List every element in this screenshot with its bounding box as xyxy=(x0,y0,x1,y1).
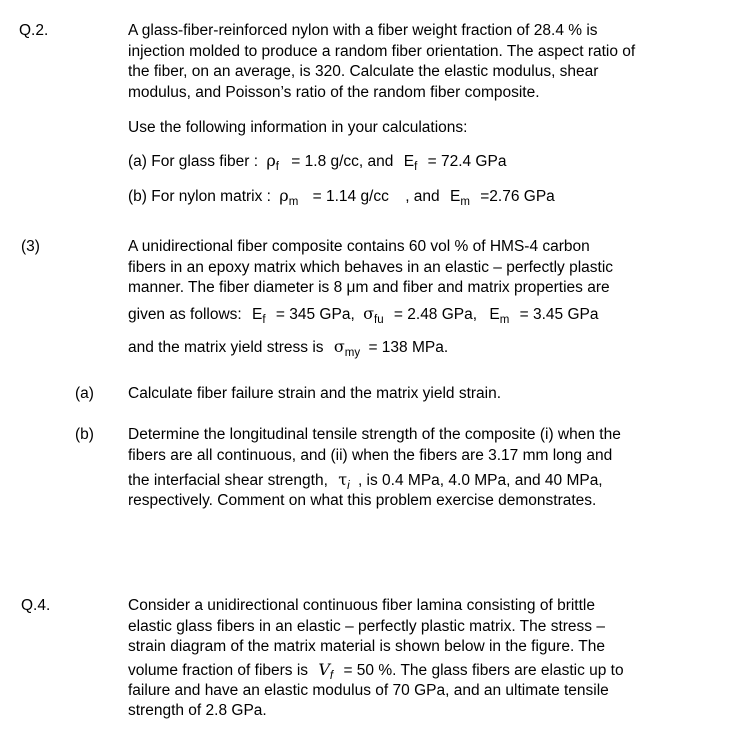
q3-b-line3-post: , is 0.4 MPa, 4.0 MPa, and 40 MPa, xyxy=(357,472,603,489)
q3-props-prefix: given as follows: xyxy=(128,306,242,323)
q3-yield-line xyxy=(128,337,448,358)
E-symbol: E xyxy=(489,306,500,323)
q2-glass-prefix: (a) For glass fiber : xyxy=(128,153,259,170)
E-subscript: f xyxy=(414,161,418,173)
q3-b-line-3 xyxy=(128,470,603,491)
q3-line-2: fibers in an epoxy matrix which behaves in an elastic – perfectly plastic xyxy=(128,258,614,276)
q4-line-2: elastic glass fibers in an elastic – perfectly plastic matrix. The stress – xyxy=(128,617,605,635)
q3-paragraph xyxy=(128,237,728,299)
q3-part-a-text: Calculate fiber failure strain and the matrix yield strain. xyxy=(128,385,502,402)
q2-use-info: Use the following information in your calculations: xyxy=(128,119,468,136)
V-symbol: V xyxy=(318,660,330,679)
q3-line-3: manner. The fiber diameter is 8 μm and fiber and matrix properties are xyxy=(128,279,610,296)
q3-Em-value: = 3.45 GPa xyxy=(519,306,599,323)
q2-nylon-matrix-line xyxy=(128,186,555,207)
q2-line-3: the fiber, on an average, is 320. Calculate the elastic modulus, shear xyxy=(128,63,599,80)
q3-yield-value: = 138 MPa. xyxy=(368,339,449,356)
q2-paragraph xyxy=(128,21,728,103)
q4-line-6: strength of 2.8 GPa. xyxy=(128,702,267,719)
E-subscript: m xyxy=(499,314,510,326)
rho-subscript: f xyxy=(275,161,279,173)
q2-glass-rho-value: = 1.8 g/cc, and xyxy=(291,153,394,170)
q3-part-a-label: (a) xyxy=(75,385,94,402)
q2-line-2: injection molded to produce a random fiber orientation. The aspect ratio of xyxy=(128,42,636,60)
q3-b-line3-pre: the interfacial shear strength, xyxy=(128,472,328,489)
E-symbol: E xyxy=(403,153,415,170)
sigma-subscript: my xyxy=(344,347,361,359)
V-subscript: f xyxy=(329,670,334,682)
q3-Ef-value: = 345 GPa, xyxy=(275,306,355,323)
q3-part-b-label: (b) xyxy=(75,426,94,443)
q2-nylon-and: , and xyxy=(405,188,440,205)
sigma-symbol: σ xyxy=(333,337,345,356)
q4-line-3: strain diagram of the matrix material is shown below in the figure. The xyxy=(128,638,605,655)
q3-properties-line xyxy=(128,304,598,325)
q2-nylon-E-value: =2.76 GPa xyxy=(480,188,555,205)
tau-symbol: τ xyxy=(338,470,348,489)
q2-nylon-rho-value: = 1.14 g/cc xyxy=(312,188,389,205)
q3-part-b-paragraph xyxy=(128,425,728,466)
q3-yield-prefix: and the matrix yield stress is xyxy=(128,339,324,356)
tau-subscript: i xyxy=(347,480,350,492)
q2-nylon-prefix: (b) For nylon matrix : xyxy=(128,188,271,205)
question-number-q2: Q.2. xyxy=(19,22,49,39)
q3-b-line-4: respectively. Comment on what this problem exercise demonstrates. xyxy=(128,492,597,509)
q4-line-5: failure and have an elastic modulus of 70 GPa, and an ultimate tensile xyxy=(128,682,609,699)
rho-subscript: m xyxy=(288,196,299,208)
q2-glass-E-value: = 72.4 GPa xyxy=(427,153,507,170)
question-number-q4: Q.4. xyxy=(21,597,51,614)
rho-symbol: ρ xyxy=(279,186,289,205)
q2-glass-fiber-line xyxy=(128,151,506,172)
E-symbol: E xyxy=(449,188,461,205)
E-symbol: E xyxy=(252,306,263,323)
sigma-subscript: fu xyxy=(374,314,384,326)
q3-sigma-value: = 2.48 GPa, xyxy=(393,306,478,323)
q3-b-line-1: Determine the longitudinal tensile strength of the composite (i) when the xyxy=(128,426,621,443)
q4-line-1: Consider a unidirectional continuous fiber lamina consisting of brittle xyxy=(128,597,595,614)
E-subscript: m xyxy=(460,196,470,208)
q4-vf-post: = 50 %. The glass fibers are elastic up to xyxy=(343,662,624,679)
q4-paragraph xyxy=(128,596,728,658)
q4-volume-fraction-line xyxy=(128,660,624,681)
rho-symbol: ρ xyxy=(266,151,276,170)
q2-line-1: A glass-fiber-reinforced nylon with a fiber weight fraction of 28.4 % is xyxy=(128,22,598,39)
q3-b-line-2: fibers are all continuous, and (ii) when the fibers are 3.17 mm long and xyxy=(128,446,613,464)
q4-vf-pre: volume fraction of fibers is xyxy=(128,662,309,679)
sigma-symbol: σ xyxy=(363,304,374,323)
question-number-3: (3) xyxy=(21,238,40,255)
E-subscript: f xyxy=(262,314,266,326)
q3-line-1: A unidirectional fiber composite contains 60 vol % of HMS-4 carbon xyxy=(128,238,590,255)
q2-line-4: modulus, and Poisson’s ratio of the random fiber composite. xyxy=(128,83,540,101)
